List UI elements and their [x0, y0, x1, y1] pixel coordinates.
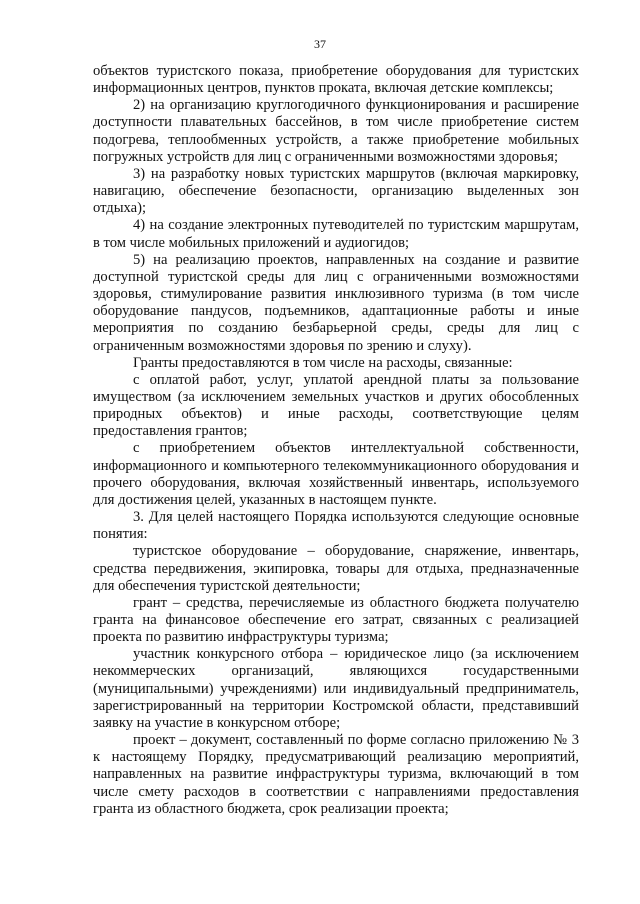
definition-participant: участник конкурсного отбора – юридическое лицо (за исключением некоммерческих организаций, являющихся государственными (муниципальными) учреждениями) или индивидуальный предприниматель, зарегистрированный на территории Костромской области, представивший заявку на участие в конкурсном отборе;	[93, 646, 579, 731]
paragraph-item-2: 2) на организацию круглогодичного функционирования и расширение доступности плавательных бассейнов, в том числе приобретение систем подогрева, теплообменных устройств, а также приобретение мобильных погружных устройств для лиц с ограниченными возможностями здоровья;	[93, 97, 579, 165]
paragraph-item-5: 5) на реализацию проектов, направленных на создание и развитие доступной туристской среды для лиц с ограниченными возможностями здоровья, стимулирование развития инклюзивного туризма (в том числе оборудование пандусов, подъемников, адаптационные работы и иные мероприятия по созданию безбарьерной среды, среды для лиц с ограниченным возможностями здоровья по зрению и слуху).	[93, 251, 579, 354]
paragraph-expenses-equipment: с приобретением объектов интеллектуальной собственности, информационного и компьютерного телекоммуникационного оборудования и прочего оборудования, включая хозяйственный инвентарь, используемого для достижения целей, указанных в настоящем пункте.	[93, 440, 579, 508]
definition-project: проект – документ, составленный по форме согласно приложению № 3 к настоящему Порядку, предусматривающий реализацию мероприятий, направленных на развитие инфраструктуры туризма, включающий в том числе смету расходов в соответствии с направлениями предоставления гранта из областного бюджета, срок реализации проекта;	[93, 732, 579, 817]
paragraph-item-3: 3) на разработку новых туристских маршрутов (включая маркировку, навигацию, обеспечение безопасности, организацию выделенных зон отдыха);	[93, 165, 579, 217]
page-number: 37	[314, 37, 326, 51]
definition-grant: грант – средства, перечисляемые из областного бюджета получателю гранта на финансовое обеспечение его затрат, связанных с реализацией проекта по развитию инфраструктуры туризма;	[93, 594, 579, 646]
paragraph-continuation: объектов туристского показа, приобретение оборудования для туристских информационных центров, пунктов проката, включая детские комплексы;	[93, 63, 579, 97]
definition-tourist-equipment: туристское оборудование – оборудование, снаряжение, инвентарь, средства передвижения, экипировка, товары для отдыха, предназначенные для обеспечения туристской деятельности;	[93, 543, 579, 594]
paragraph-section-3: 3. Для целей настоящего Порядка используются следующие основные понятия:	[93, 509, 579, 543]
paragraph-expenses-works: с оплатой работ, услуг, уплатой арендной платы за пользование имуществом (за исключением земельных участков и других обособленных природных объектов) и иные расходы, соответствующие целям предоставления грантов;	[93, 371, 579, 440]
paragraph-grants-expenses: Гранты предоставляются в том числе на расходы, связанные:	[133, 354, 513, 371]
document-body	[93, 63, 579, 818]
paragraph-item-4: 4) на создание электронных путеводителей по туристским маршрутам, в том числе мобильных приложений и аудиогидов;	[93, 217, 579, 251]
